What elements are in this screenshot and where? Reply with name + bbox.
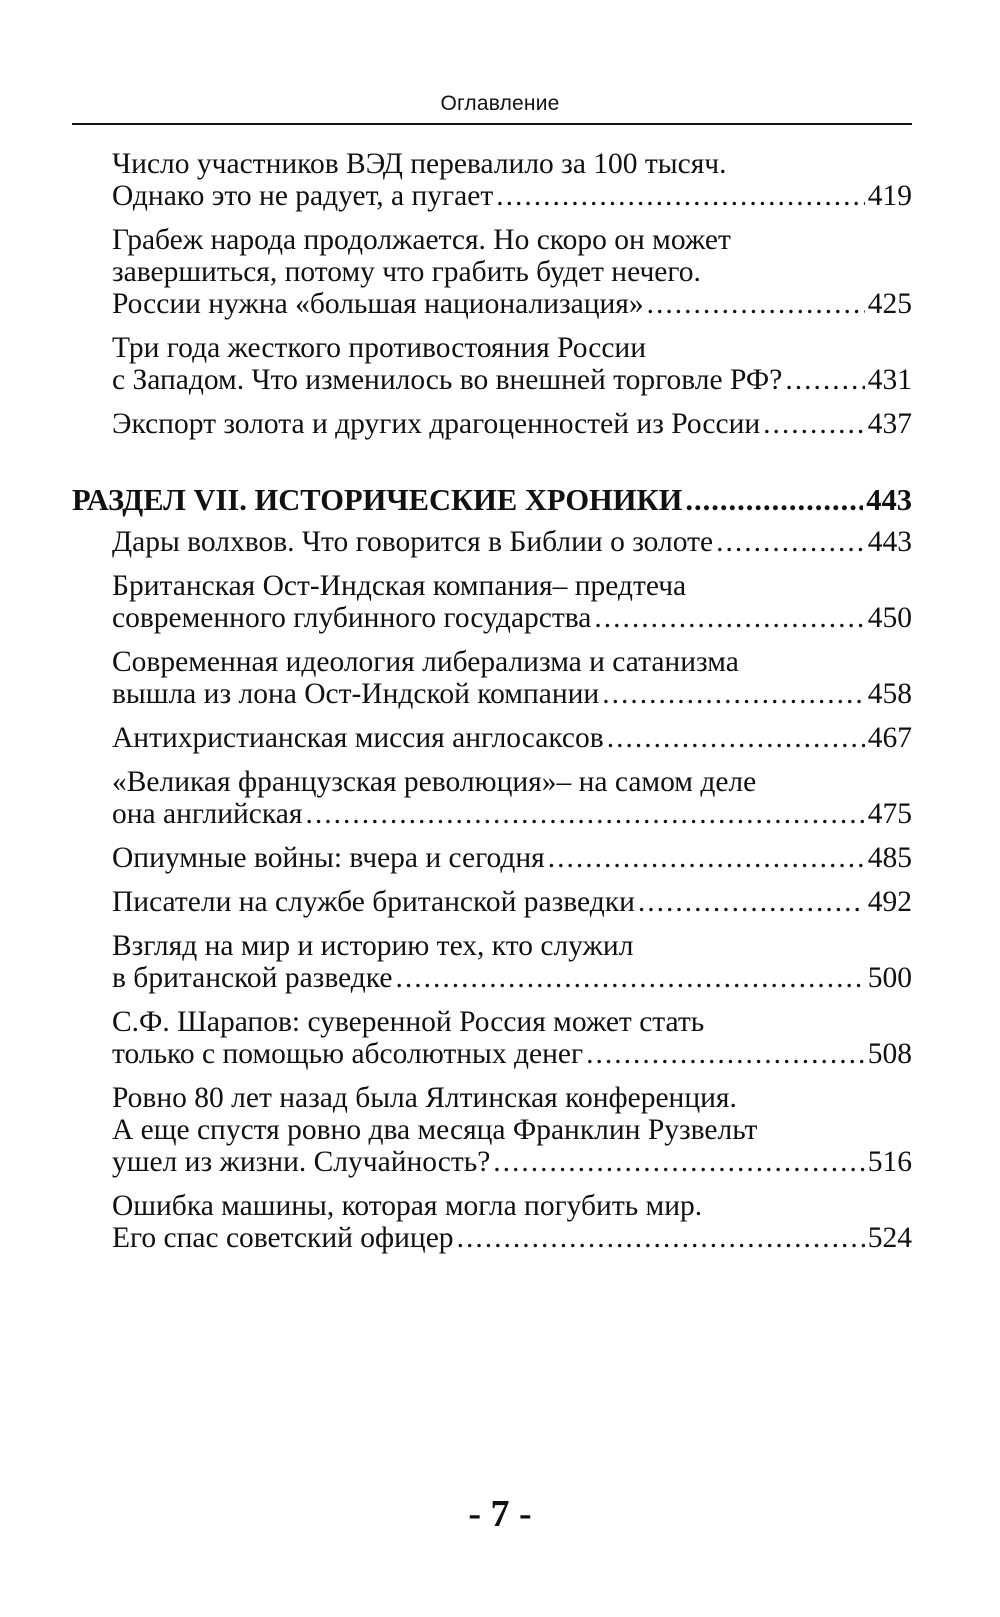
toc-entry-title-line: с Западом. Что изменилось во внешней торговле РФ?	[112, 364, 783, 396]
toc-entry-title-line: Его спас советский офицер	[112, 1222, 454, 1254]
toc-entry-page-number: 443	[867, 526, 912, 558]
toc-entry[interactable]	[72, 722, 912, 754]
dot-leader	[457, 1222, 865, 1254]
dot-leader	[496, 180, 865, 212]
dot-leader	[647, 288, 865, 320]
dot-leader	[586, 1038, 865, 1070]
toc-entry-title-line: С.Ф. Шарапов: суверенной Россия может стать	[112, 1006, 705, 1038]
header-rule	[72, 123, 912, 125]
toc-entry-title-line: в британской разведке	[112, 962, 393, 994]
toc-entry-title-line: ушел из жизни. Случайность?	[112, 1146, 491, 1178]
dot-leader	[594, 602, 864, 634]
toc-entry[interactable]	[72, 842, 912, 874]
toc-entry-title-line: Ровно 80 лет назад была Ялтинская конференция.	[112, 1082, 737, 1114]
toc-entry-title-line: Антихристианская миссия англосаксов	[112, 722, 604, 754]
toc-entry-title-line: Три года жесткого противостояния России	[112, 332, 647, 364]
section-heading[interactable]	[72, 484, 912, 516]
toc-entry[interactable]	[72, 570, 912, 634]
toc-entry-title-line: только с помощью абсолютных денег	[112, 1038, 584, 1070]
toc-entry-page-number: 475	[867, 798, 912, 830]
toc-entry-title-line: «Великая французская революция»– на самом деле	[112, 766, 757, 798]
toc-entry-page-number: 431	[867, 364, 912, 396]
toc-entry-title-line: Современная идеология либерализма и сатанизма	[112, 646, 739, 678]
running-head: Оглавление	[440, 92, 560, 115]
toc-entry-title-line: Экспорт золота и других драгоценностей из России	[112, 408, 761, 440]
toc-entry[interactable]	[72, 930, 912, 994]
dot-leader	[305, 798, 864, 830]
toc-entry[interactable]	[72, 224, 912, 320]
toc-entry[interactable]	[72, 526, 912, 558]
table-of-contents	[72, 148, 912, 1266]
toc-entry-title-line: Грабеж народа продолжается. Но скоро он может	[112, 224, 731, 256]
toc-entry[interactable]	[72, 148, 912, 212]
dot-leader	[716, 526, 865, 558]
toc-entry-page-number: 508	[867, 1038, 912, 1070]
toc-entry-page-number: 492	[867, 886, 912, 918]
toc-entry-page-number: 485	[867, 842, 912, 874]
toc-entry-title-line: она английская	[112, 798, 303, 830]
toc-entry-page-number: 425	[867, 288, 912, 320]
dot-leader	[607, 722, 865, 754]
toc-entry-title-line: Однако это не радует, а пугает	[112, 180, 494, 212]
toc-entry-title-line: Число участников ВЭД перевалило за 100 тысяч.	[112, 148, 727, 180]
toc-entry-title-line: Взгляд на мир и историю тех, кто служил	[112, 930, 634, 962]
toc-entry[interactable]	[72, 646, 912, 710]
toc-entry-page-number: 419	[867, 180, 912, 212]
dot-leader	[395, 962, 864, 994]
toc-entry[interactable]	[72, 332, 912, 396]
toc-entry-title-line: Ошибка машины, которая могла погубить мир.	[112, 1190, 703, 1222]
toc-entry[interactable]	[72, 1082, 912, 1178]
toc-entry-title-line: России нужна «большая национализация»	[112, 288, 644, 320]
toc-entry[interactable]	[72, 766, 912, 830]
toc-entry[interactable]	[72, 1006, 912, 1070]
toc-entry[interactable]	[72, 886, 912, 918]
toc-entry-title-line: Британская Ост-Индская компания– предтеча	[112, 570, 687, 602]
dot-leader	[602, 678, 865, 710]
dot-leader	[763, 408, 865, 440]
toc-entry-title-line: Опиумные войны: вчера и сегодня	[112, 842, 545, 874]
toc-entry-page-number: 458	[867, 678, 912, 710]
toc-entry-page-number: 437	[867, 408, 912, 440]
toc-entry-page-number: 467	[867, 722, 912, 754]
section-page-number: 443	[866, 483, 912, 517]
toc-entry-title-line: вышла из лона Ост-Индской компании	[112, 678, 600, 710]
dot-leader	[785, 364, 864, 396]
toc-group-after	[72, 526, 912, 1254]
dot-leader	[548, 842, 865, 874]
toc-entry-page-number: 450	[867, 602, 912, 634]
toc-entry-page-number: 516	[867, 1146, 912, 1178]
dot-leader	[493, 1146, 864, 1178]
toc-entry-page-number: 524	[867, 1222, 912, 1254]
toc-entry-title-line: завершиться, потому что грабить будет нечего.	[112, 256, 701, 288]
toc-entry-title-line: А еще спустя ровно два месяца Франклин Рузвельт	[112, 1114, 758, 1146]
toc-entry-page-number: 500	[867, 962, 912, 994]
toc-entry-title-line: Писатели на службе британской разведки	[112, 886, 635, 918]
page-number: - 7 -	[468, 1493, 532, 1535]
section-title: РАЗДЕЛ VII. ИСТОРИЧЕСКИЕ ХРОНИКИ	[72, 483, 683, 517]
toc-entry-title-line: современного глубинного государства	[112, 602, 592, 634]
dot-leader	[638, 886, 865, 918]
dot-leader	[685, 484, 863, 516]
toc-group-before	[72, 148, 912, 440]
toc-entry[interactable]	[72, 1190, 912, 1254]
toc-entry-title-line: Дары волхвов. Что говорится в Библии о золоте	[112, 526, 714, 558]
toc-entry[interactable]	[72, 408, 912, 440]
